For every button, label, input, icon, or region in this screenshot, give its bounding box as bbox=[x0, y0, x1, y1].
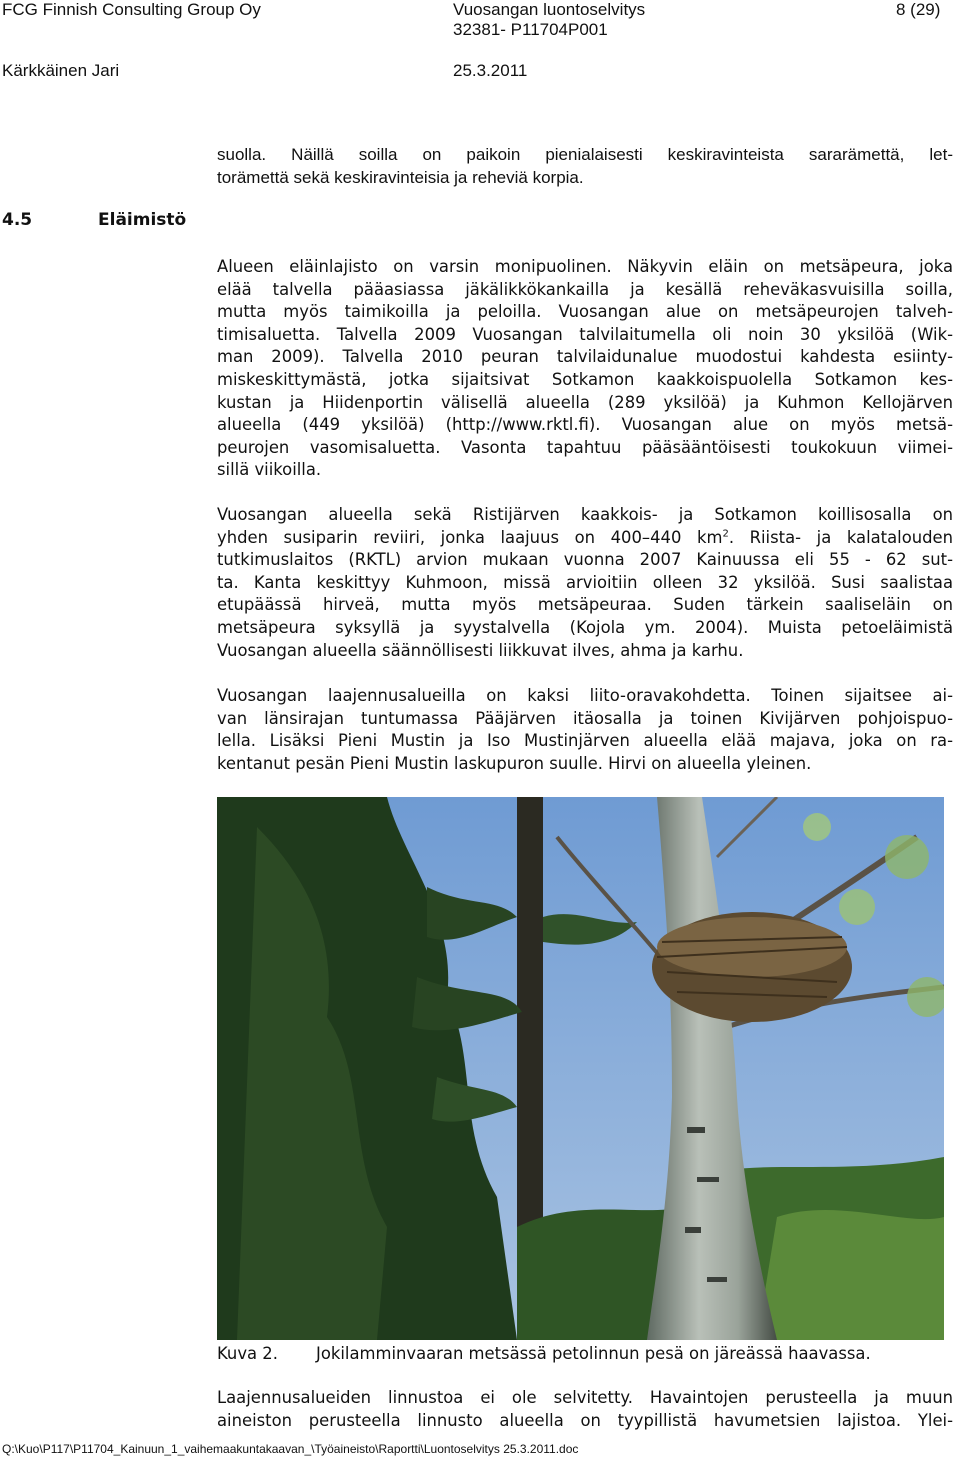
text-line bbox=[217, 527, 953, 550]
text-line: miskeskittymästä, jotka sijaitsivat Sotkamon kaakkoispuolella Sotkamon kes- bbox=[217, 369, 953, 389]
text-line: kustan ja Hiidenportin välisellä alueella (289 yksilöä) ja Kuhmon Kellojärven bbox=[217, 392, 953, 412]
text-line: ta. Kanta keskittyy Kuhmoon, missä arvioitiin olleen 32 yksilöä. Susi saalistaa bbox=[217, 572, 953, 592]
paragraph-birds bbox=[217, 1387, 953, 1432]
section-title: Eläimistö bbox=[98, 210, 187, 230]
header-doc-title: Vuosangan luontoselvitys bbox=[453, 0, 646, 19]
text-fragment: . Riista- ja kalatalouden bbox=[728, 527, 953, 547]
text-line: tutkimuslaitos (RKTL) arvion mukaan vuonna 2007 Kainuussa eli 55 - 62 sut- bbox=[217, 550, 953, 570]
text-line: man 2009). Talvella 2010 peuran talvilaidunalue muodostui kahdesta esiinty- bbox=[217, 347, 953, 367]
text-line: Vuosangan laajennusalueilla on kaksi liito-oravakohdetta. Toinen sijaitsee ai- bbox=[217, 686, 953, 705]
photo-illustration bbox=[217, 797, 944, 1340]
footer-file-path: Q:\Kuo\P117\P11704_Kainuun_1_vaihemaakuntakaavan_\Työaineisto\Raportti\Luontoselvitys 25.3.2011.doc bbox=[2, 1442, 579, 1456]
text-line: timisaluetta. Talvella 2009 Vuosangan talvilaitumella oli noin 30 yksilöä (Wik- bbox=[217, 324, 953, 344]
figure-label: Kuva 2. bbox=[217, 1344, 278, 1363]
paragraph-wolves bbox=[217, 504, 953, 662]
text-line: Vuosangan alueella sekä Ristijärven kaakkois- ja Sotkamon koillisosalla on bbox=[217, 505, 953, 524]
text-line: peurojen vasomisaluetta. Vasonta tapahtuu pääsääntöisesti toukokuun viimei- bbox=[217, 437, 953, 457]
text-line: Laajennusalueiden linnustoa ei ole selvitetty. Havaintojen perusteella ja muun bbox=[217, 1388, 953, 1407]
text-line: elää talvella pääasiassa jäkälikkökankailla ja kesällä reheväkasvuisilla soilla, bbox=[217, 279, 953, 299]
header-page-number: 8 (29) bbox=[896, 0, 941, 19]
nest-photo bbox=[217, 797, 944, 1340]
text-line: torämettä sekä keskiravinteisia ja reheviä korpia. bbox=[217, 168, 584, 187]
text-line: kentanut pesän Pieni Mustin laskupuron suulle. Hirvi on alueella yleinen. bbox=[217, 753, 812, 773]
text-line: mutta myös taimikoilla ja peloilla. Vuosangan alue on metsäpeurojen talveh- bbox=[217, 302, 953, 322]
text-line: etupäässä hirveä, mutta myös metsäpeuraa. Suden tärkein saaliseläin on bbox=[217, 595, 953, 615]
continued-paragraph bbox=[217, 143, 953, 189]
header-company: FCG Finnish Consulting Group Oy bbox=[2, 0, 261, 19]
section-number: 4.5 bbox=[2, 210, 33, 230]
superscript: 2 bbox=[722, 528, 729, 540]
text-line: sillä viikoilla. bbox=[217, 460, 322, 480]
header-author: Kärkkäinen Jari bbox=[2, 61, 120, 80]
text-line: metsäpeura syksyllä ja syystalvella (Kojola ym. 2004). Muista petoeläimistä bbox=[217, 617, 953, 637]
text-line: alueella (449 yksilöä) (http://www.rktl.fi). Vuosangan alue on myös metsä- bbox=[217, 415, 953, 435]
text-line: lella. Lisäksi Pieni Mustin ja Iso Mustinjärven alueella elää majava, joka on ra- bbox=[217, 731, 953, 751]
header-doc-code: 32381- P11704P001 bbox=[453, 20, 608, 39]
header-date: 25.3.2011 bbox=[453, 61, 528, 80]
paragraph-fauna bbox=[217, 256, 953, 482]
text-line: Vuosangan alueella säännöllisesti liikkuvat ilves, ahma ja karhu. bbox=[217, 640, 744, 660]
figure-caption: Jokilamminvaaran metsässä petolinnun pesä on järeässä haavassa. bbox=[316, 1344, 871, 1363]
text-line: suolla. Näillä soilla on paikoin pienialaisesti keskiravinteista sararämettä, let- bbox=[217, 145, 953, 164]
text-line: aineiston perusteella linnusto alueella on tyypillistä havumetsien lajistoa. Ylei- bbox=[217, 1410, 953, 1430]
text-line: van länsirajan tuntumassa Pääjärven itäosalla ja toinen Kivijärven pohjoispuo- bbox=[217, 708, 953, 728]
text-fragment: yhden susiparin reviiri, jonka laajuus on 400–440 km bbox=[217, 527, 723, 547]
text-line: Alueen eläinlajisto on varsin monipuolinen. Näkyvin eläin on metsäpeura, joka bbox=[217, 257, 953, 276]
paragraph-flying-squirrel bbox=[217, 685, 953, 775]
